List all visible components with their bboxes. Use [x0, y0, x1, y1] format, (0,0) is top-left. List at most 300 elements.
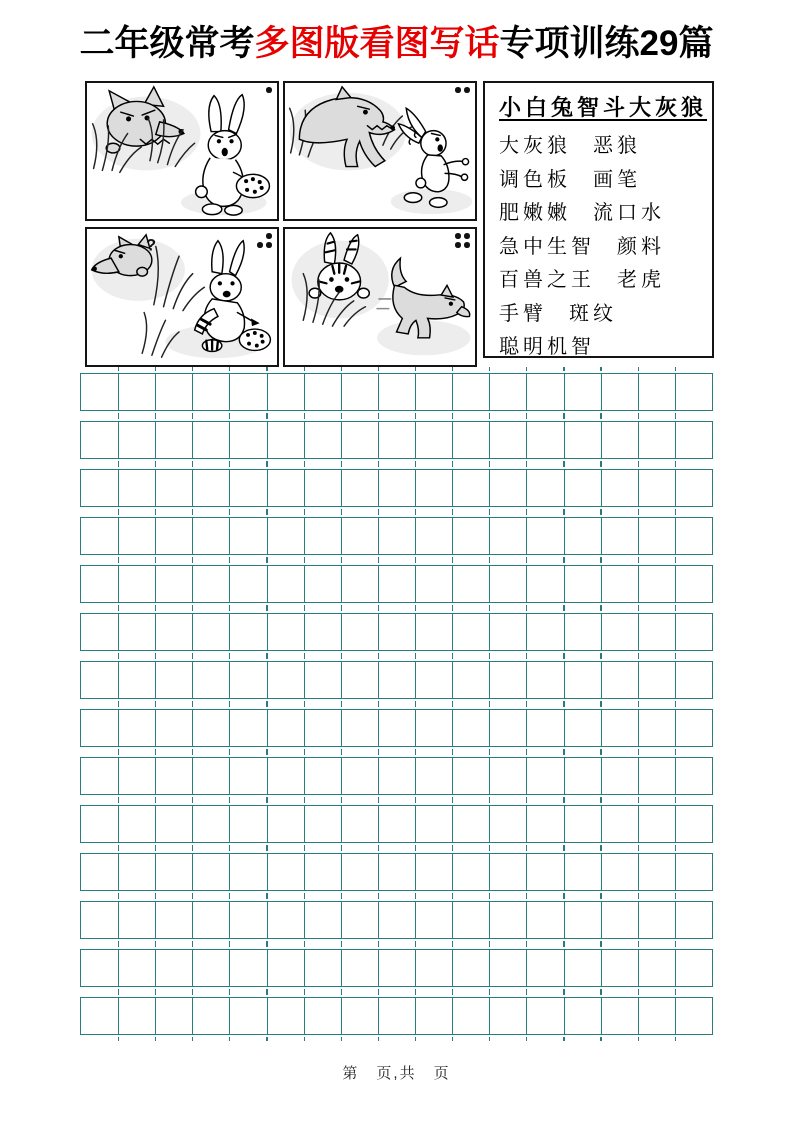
writing-cell	[452, 806, 489, 842]
writing-cell	[229, 662, 266, 698]
writing-cell	[675, 902, 712, 938]
writing-cell	[229, 422, 266, 458]
writing-cell	[452, 950, 489, 986]
writing-cell	[81, 902, 118, 938]
writing-cell	[564, 662, 601, 698]
writing-cell	[304, 662, 341, 698]
writing-cell	[601, 470, 638, 506]
writing-cell	[304, 902, 341, 938]
writing-cell	[267, 998, 304, 1034]
writing-cell	[452, 662, 489, 698]
writing-cell	[675, 710, 712, 746]
writing-cell	[489, 422, 526, 458]
writing-cell	[192, 422, 229, 458]
vocab-list	[499, 130, 700, 365]
writing-cell	[415, 374, 452, 410]
writing-cell	[341, 998, 378, 1034]
writing-cell	[489, 758, 526, 794]
writing-cell	[675, 614, 712, 650]
writing-cell	[192, 374, 229, 410]
writing-cell	[601, 422, 638, 458]
writing-cell	[267, 374, 304, 410]
writing-cell	[118, 518, 155, 554]
writing-cell	[118, 998, 155, 1034]
writing-grid-row	[80, 997, 713, 1035]
writing-cell	[378, 470, 415, 506]
writing-cell	[229, 518, 266, 554]
vocab-word: 画笔	[593, 168, 641, 191]
vocab-word: 颜料	[617, 235, 665, 258]
vocab-word: 流口水	[593, 202, 665, 224]
writing-cell	[452, 518, 489, 554]
writing-cell	[192, 998, 229, 1034]
writing-cell	[341, 854, 378, 890]
writing-cell	[378, 758, 415, 794]
writing-cell	[81, 470, 118, 506]
writing-cell	[155, 806, 192, 842]
writing-cell	[304, 422, 341, 458]
writing-cell	[675, 806, 712, 842]
writing-cell	[415, 662, 452, 698]
writing-cell	[601, 614, 638, 650]
writing-cell	[192, 566, 229, 602]
writing-cell	[638, 710, 675, 746]
vocab-line	[499, 197, 700, 231]
writing-cell	[267, 758, 304, 794]
writing-cell	[601, 710, 638, 746]
writing-cell	[638, 950, 675, 986]
writing-cell	[304, 758, 341, 794]
writing-cell	[304, 950, 341, 986]
writing-cell	[378, 662, 415, 698]
writing-cell	[267, 902, 304, 938]
writing-cell	[638, 566, 675, 602]
writing-cell	[229, 806, 266, 842]
writing-grid	[80, 373, 713, 1035]
vocab-word: 斑纹	[569, 302, 617, 325]
writing-cell	[378, 998, 415, 1034]
writing-cell	[489, 710, 526, 746]
writing-cell	[192, 902, 229, 938]
writing-cell	[415, 518, 452, 554]
comic-panels	[85, 81, 477, 367]
comic-panel-1-illustration	[87, 83, 277, 219]
writing-cell	[192, 710, 229, 746]
writing-cell	[229, 998, 266, 1034]
writing-cell	[155, 422, 192, 458]
writing-cell	[638, 662, 675, 698]
writing-cell	[415, 854, 452, 890]
writing-cell	[192, 806, 229, 842]
page-title	[0, 0, 793, 64]
vocab-title: 小白兔智斗大灰狼	[499, 95, 708, 120]
writing-cell	[341, 614, 378, 650]
writing-cell	[601, 902, 638, 938]
dot-icon	[455, 87, 461, 93]
writing-cell	[415, 758, 452, 794]
writing-cell	[341, 566, 378, 602]
writing-cell	[155, 470, 192, 506]
writing-cell	[415, 902, 452, 938]
writing-cell	[675, 518, 712, 554]
writing-cell	[489, 854, 526, 890]
writing-cell	[638, 518, 675, 554]
writing-cell	[564, 902, 601, 938]
writing-cell	[118, 854, 155, 890]
writing-cell	[378, 902, 415, 938]
writing-cell	[229, 710, 266, 746]
writing-cell	[267, 854, 304, 890]
writing-cell	[675, 854, 712, 890]
writing-cell	[267, 806, 304, 842]
writing-cell	[564, 614, 601, 650]
writing-cell	[155, 902, 192, 938]
writing-cell	[415, 470, 452, 506]
writing-cell	[378, 518, 415, 554]
writing-cell	[638, 806, 675, 842]
writing-cell	[81, 758, 118, 794]
writing-cell	[118, 614, 155, 650]
writing-cell	[155, 566, 192, 602]
vocab-line	[499, 331, 700, 365]
writing-cell	[229, 758, 266, 794]
writing-cell	[192, 470, 229, 506]
writing-grid-row	[80, 709, 713, 747]
writing-cell	[489, 614, 526, 650]
dot-icon	[266, 242, 272, 248]
comic-panel-3-illustration	[87, 229, 277, 365]
vocab-word: 百兽之王	[499, 269, 595, 291]
writing-cell	[452, 902, 489, 938]
writing-cell	[378, 950, 415, 986]
writing-cell	[601, 806, 638, 842]
writing-cell	[564, 806, 601, 842]
writing-cell	[81, 662, 118, 698]
writing-cell	[415, 614, 452, 650]
writing-cell	[341, 902, 378, 938]
dot-icon	[464, 233, 470, 239]
writing-cell	[452, 758, 489, 794]
writing-cell	[81, 374, 118, 410]
vocab-word: 大灰狼	[499, 135, 571, 157]
dot-icon	[266, 233, 272, 239]
writing-cell	[378, 422, 415, 458]
writing-cell	[564, 758, 601, 794]
writing-grid-row	[80, 565, 713, 603]
writing-cell	[81, 806, 118, 842]
writing-cell	[267, 710, 304, 746]
vocab-line	[499, 231, 700, 265]
writing-cell	[192, 758, 229, 794]
writing-cell	[341, 758, 378, 794]
writing-cell	[304, 566, 341, 602]
page-footer: 第 页,共 页	[342, 1065, 451, 1082]
writing-cell	[638, 854, 675, 890]
writing-cell	[601, 662, 638, 698]
writing-cell	[526, 710, 563, 746]
writing-cell	[638, 422, 675, 458]
writing-cell	[229, 374, 266, 410]
writing-cell	[489, 566, 526, 602]
vocab-word: 肥嫩嫩	[499, 202, 571, 224]
writing-cell	[155, 854, 192, 890]
writing-grid-row	[80, 661, 713, 699]
dot-icon	[464, 242, 470, 248]
writing-cell	[564, 422, 601, 458]
vocab-word: 老虎	[617, 269, 665, 291]
writing-cell	[675, 998, 712, 1034]
writing-cell	[489, 662, 526, 698]
title-part-3: 专项训练29篇	[499, 24, 714, 63]
writing-grid-row	[80, 469, 713, 507]
writing-cell	[526, 950, 563, 986]
writing-cell	[452, 614, 489, 650]
writing-cell	[304, 710, 341, 746]
writing-cell	[378, 854, 415, 890]
writing-cell	[489, 374, 526, 410]
writing-cell	[304, 614, 341, 650]
writing-cell	[192, 854, 229, 890]
vocab-word: 手臂	[499, 302, 547, 325]
writing-cell	[155, 710, 192, 746]
writing-cell	[192, 518, 229, 554]
writing-cell	[526, 614, 563, 650]
writing-cell	[564, 566, 601, 602]
comic-panel-2	[283, 81, 477, 221]
writing-grid-row	[80, 517, 713, 555]
writing-cell	[601, 998, 638, 1034]
writing-grid-row	[80, 853, 713, 891]
writing-cell	[81, 566, 118, 602]
writing-cell	[526, 374, 563, 410]
content-row	[85, 81, 793, 367]
writing-cell	[489, 950, 526, 986]
writing-cell	[489, 806, 526, 842]
panel-number-dots	[266, 87, 272, 93]
vocab-word: 恶狼	[593, 135, 641, 157]
writing-cell	[489, 518, 526, 554]
dot-icon	[455, 233, 461, 239]
writing-cell	[304, 998, 341, 1034]
writing-cell	[192, 614, 229, 650]
writing-cell	[489, 998, 526, 1034]
dot-icon	[266, 87, 272, 93]
writing-cell	[452, 422, 489, 458]
writing-cell	[601, 374, 638, 410]
writing-cell	[341, 470, 378, 506]
writing-cell	[229, 950, 266, 986]
writing-cell	[526, 518, 563, 554]
writing-cell	[564, 998, 601, 1034]
writing-cell	[564, 950, 601, 986]
writing-cell	[118, 950, 155, 986]
writing-cell	[118, 902, 155, 938]
writing-cell	[526, 470, 563, 506]
writing-cell	[229, 854, 266, 890]
writing-cell	[526, 854, 563, 890]
writing-cell	[304, 854, 341, 890]
writing-cell	[155, 950, 192, 986]
writing-cell	[526, 806, 563, 842]
writing-cell	[304, 518, 341, 554]
writing-cell	[192, 950, 229, 986]
writing-cell	[118, 422, 155, 458]
writing-cell	[267, 470, 304, 506]
writing-cell	[601, 518, 638, 554]
writing-cell	[118, 566, 155, 602]
writing-grid-row	[80, 613, 713, 651]
writing-cell	[267, 614, 304, 650]
writing-cell	[118, 806, 155, 842]
question-mark-icon: ?	[146, 236, 157, 255]
vocab-word: 调色板	[499, 168, 571, 191]
writing-cell	[638, 470, 675, 506]
writing-cell	[341, 710, 378, 746]
comic-panel-1	[85, 81, 279, 221]
writing-cell	[304, 374, 341, 410]
panel-number-dots	[257, 233, 272, 248]
writing-cell	[118, 374, 155, 410]
writing-cell	[601, 854, 638, 890]
writing-cell	[452, 566, 489, 602]
writing-cell	[267, 662, 304, 698]
writing-cell	[564, 518, 601, 554]
panel-number-dots	[455, 233, 470, 248]
writing-cell	[452, 710, 489, 746]
writing-cell	[81, 710, 118, 746]
writing-cell	[675, 662, 712, 698]
writing-grid-row	[80, 373, 713, 411]
writing-cell	[638, 902, 675, 938]
writing-cell	[378, 566, 415, 602]
writing-cell	[378, 806, 415, 842]
vocab-line	[499, 130, 700, 164]
writing-cell	[81, 854, 118, 890]
vocab-word: 聪明机智	[499, 336, 595, 358]
writing-cell	[601, 758, 638, 794]
writing-grid-row	[80, 757, 713, 795]
writing-cell	[526, 662, 563, 698]
writing-cell	[378, 374, 415, 410]
comic-panel-4	[283, 227, 477, 367]
writing-cell	[118, 470, 155, 506]
writing-cell	[452, 998, 489, 1034]
comic-panel-2-illustration	[285, 83, 475, 219]
writing-cell	[452, 470, 489, 506]
writing-cell	[155, 662, 192, 698]
writing-cell	[341, 806, 378, 842]
writing-cell	[155, 758, 192, 794]
writing-cell	[415, 566, 452, 602]
title-part-1: 二年级常考	[79, 24, 255, 63]
writing-cell	[415, 710, 452, 746]
writing-cell	[229, 902, 266, 938]
vocab-line	[499, 264, 700, 298]
writing-cell	[638, 758, 675, 794]
writing-cell	[564, 710, 601, 746]
writing-cell	[675, 758, 712, 794]
writing-cell	[526, 422, 563, 458]
writing-cell	[675, 422, 712, 458]
writing-cell	[341, 662, 378, 698]
writing-cell	[489, 470, 526, 506]
writing-cell	[267, 950, 304, 986]
writing-cell	[675, 566, 712, 602]
vocab-box	[483, 81, 714, 358]
comic-panel-3	[85, 227, 279, 367]
dot-icon	[464, 87, 470, 93]
writing-cell	[341, 518, 378, 554]
writing-cell	[638, 374, 675, 410]
writing-cell	[526, 566, 563, 602]
writing-grid-row	[80, 901, 713, 939]
writing-cell	[415, 998, 452, 1034]
writing-cell	[601, 950, 638, 986]
writing-cell	[341, 950, 378, 986]
writing-cell	[638, 614, 675, 650]
writing-cell	[564, 374, 601, 410]
writing-cell	[341, 422, 378, 458]
writing-cell	[564, 470, 601, 506]
writing-cell	[229, 566, 266, 602]
writing-cell	[118, 758, 155, 794]
writing-cell	[267, 422, 304, 458]
writing-cell	[452, 374, 489, 410]
writing-cell	[155, 518, 192, 554]
rabbit-with-palette-icon	[196, 95, 270, 215]
writing-cell	[378, 710, 415, 746]
writing-cell	[229, 614, 266, 650]
writing-cell	[526, 758, 563, 794]
writing-cell	[601, 566, 638, 602]
writing-cell	[675, 950, 712, 986]
comic-panel-4-illustration	[285, 229, 475, 365]
vocab-word: 急中生智	[499, 235, 595, 258]
writing-cell	[81, 950, 118, 986]
writing-cell	[675, 374, 712, 410]
writing-cell	[341, 374, 378, 410]
writing-cell	[526, 998, 563, 1034]
writing-cell	[415, 422, 452, 458]
writing-cell	[81, 518, 118, 554]
writing-cell	[415, 950, 452, 986]
writing-cell	[452, 854, 489, 890]
writing-cell	[526, 902, 563, 938]
panel-number-dots	[455, 87, 470, 93]
writing-cell	[81, 998, 118, 1034]
writing-cell	[564, 854, 601, 890]
writing-cell	[267, 566, 304, 602]
writing-cell	[638, 998, 675, 1034]
writing-cell	[118, 662, 155, 698]
writing-cell	[118, 710, 155, 746]
dot-icon	[455, 242, 461, 248]
dot-icon	[257, 242, 263, 248]
writing-grid-row	[80, 949, 713, 987]
writing-cell	[489, 902, 526, 938]
writing-cell	[675, 470, 712, 506]
writing-cell	[304, 470, 341, 506]
writing-cell	[155, 614, 192, 650]
writing-grid-row	[80, 805, 713, 843]
writing-cell	[304, 806, 341, 842]
writing-cell	[229, 470, 266, 506]
writing-cell	[155, 374, 192, 410]
writing-cell	[192, 662, 229, 698]
writing-cell	[415, 806, 452, 842]
writing-cell	[378, 614, 415, 650]
writing-cell	[81, 614, 118, 650]
